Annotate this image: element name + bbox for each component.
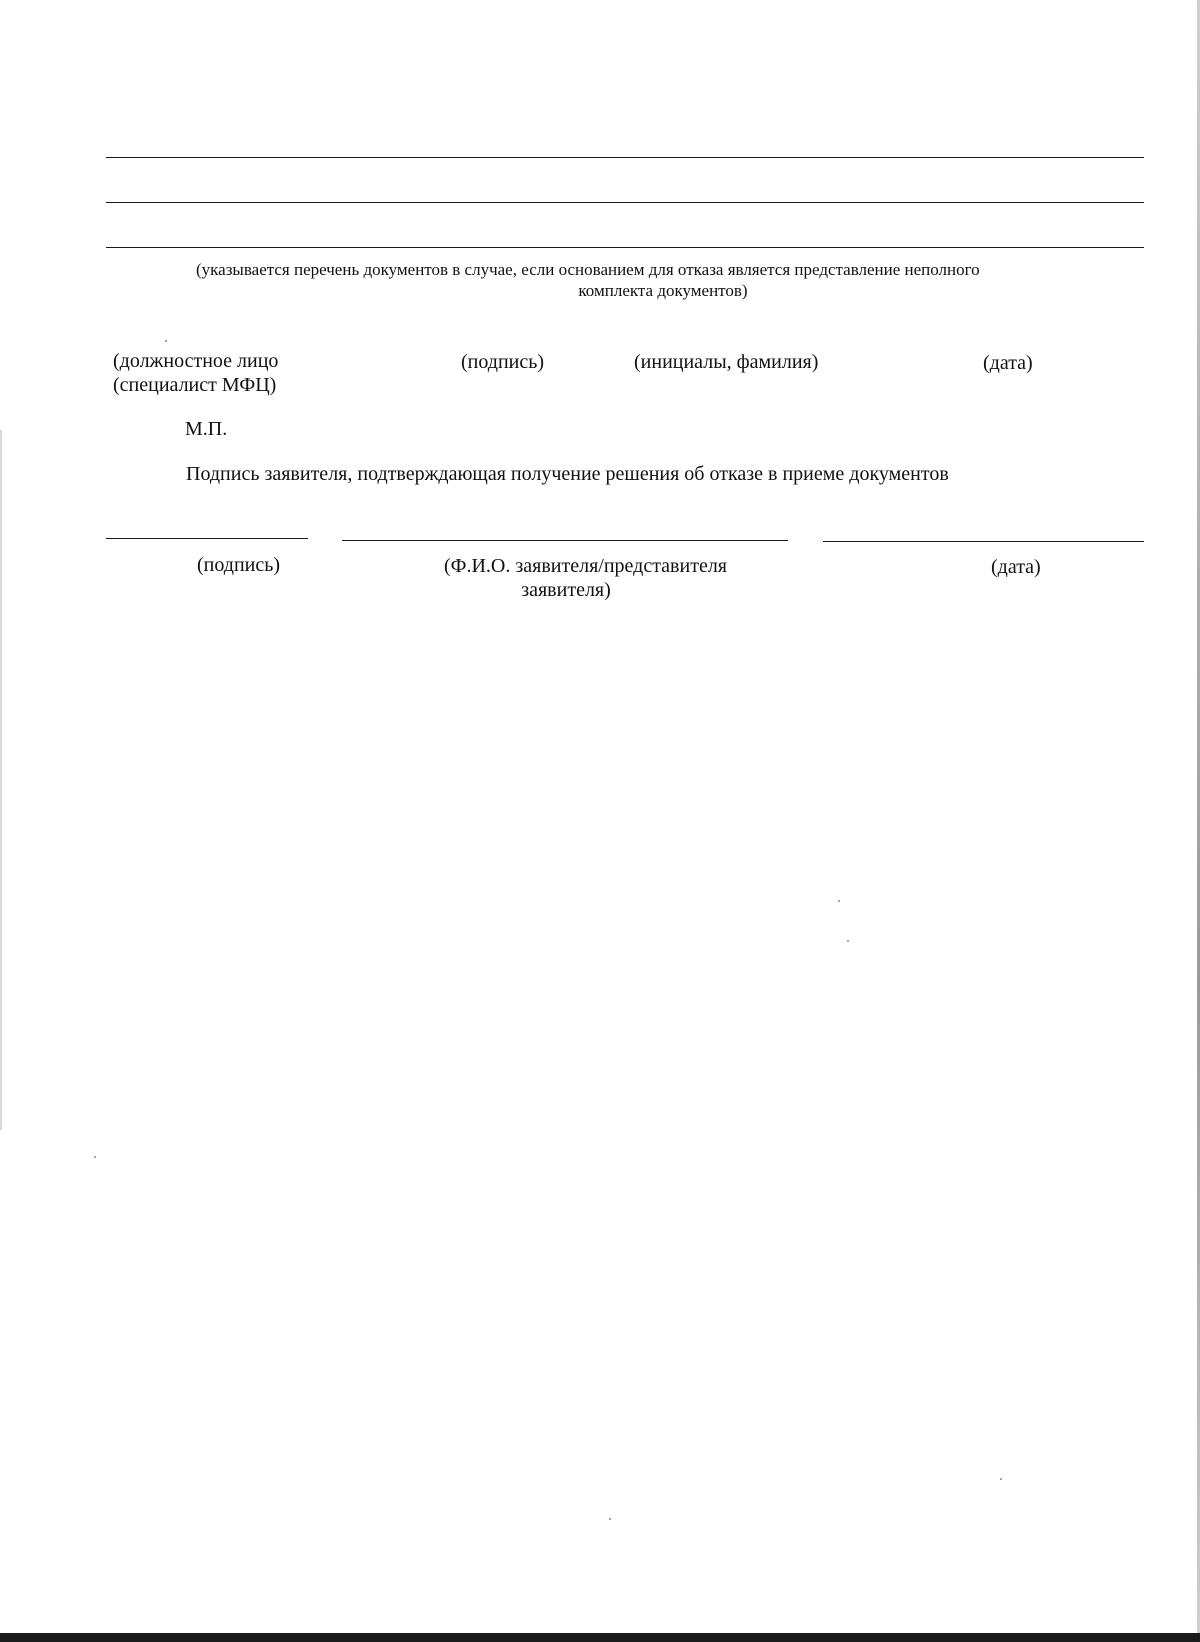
- scan-speck: [1000, 1478, 1002, 1480]
- official-name-label: (инициалы, фамилия): [634, 351, 819, 373]
- scan-speck: [847, 940, 849, 942]
- scan-edge-left: [0, 430, 2, 1130]
- scan-speck: [838, 900, 840, 902]
- applicant-date-label: (дата): [991, 556, 1041, 578]
- documents-blank-line-1: [106, 157, 1144, 158]
- scan-edge-bottom: [0, 1633, 1200, 1642]
- official-position-label-line-2: (специалист МФЦ): [113, 374, 277, 396]
- documents-blank-line-2: [106, 202, 1144, 203]
- applicant-name-label-line-1: (Ф.И.О. заявителя/представителя: [444, 555, 727, 577]
- scan-speck: [609, 1518, 611, 1520]
- applicant-name-label-line-2: заявителя): [521, 579, 611, 601]
- official-signature-label: (подпись): [461, 351, 545, 373]
- documents-blank-line-3: [106, 247, 1144, 248]
- applicant-signature-label: (подпись): [197, 554, 281, 576]
- scan-speck: [94, 1156, 96, 1158]
- documents-note-line-1: (указывается перечень документов в случае, если основанием для отказа является представление неполного: [196, 260, 980, 279]
- applicant-signature-line: [106, 538, 308, 539]
- official-date-label: (дата): [983, 352, 1033, 374]
- stamp-label: М.П.: [185, 418, 228, 440]
- applicant-statement: Подпись заявителя, подтверждающая получение решения об отказе в приеме документов: [186, 463, 949, 485]
- documents-note-line-2: комплекта документов): [578, 281, 748, 300]
- applicant-date-line: [823, 541, 1144, 542]
- official-position-label-line-1: (должностное лицо: [113, 350, 279, 372]
- applicant-name-line: [342, 540, 788, 541]
- scan-speck: [165, 340, 167, 342]
